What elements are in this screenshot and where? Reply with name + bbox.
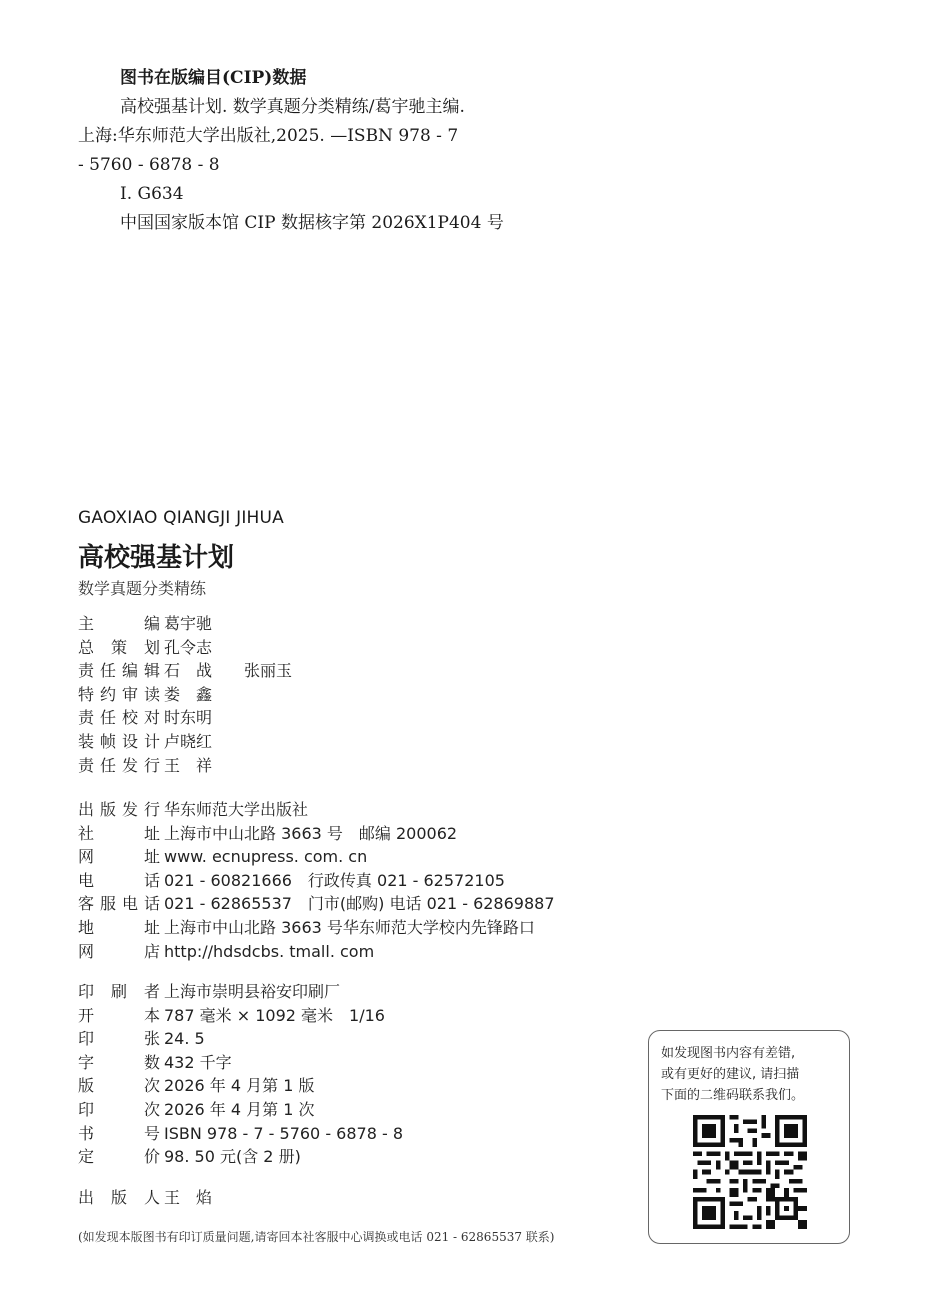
cip-block [78, 64, 638, 238]
printing-row [78, 980, 403, 1004]
qr-feedback-box [648, 1030, 850, 1244]
publisher-row [78, 869, 555, 893]
publisher-row [78, 892, 555, 916]
price-value: 98. 50 元(含 2 册) [164, 1147, 301, 1167]
printing-value: 432 千字 [164, 1052, 232, 1072]
printing-row [78, 1145, 403, 1169]
printing-label: 书 号 [78, 1123, 160, 1143]
printing-row [78, 1027, 403, 1051]
publisher-value: 华东师范大学出版社 [164, 800, 309, 819]
printing-row [78, 1074, 403, 1098]
printing-label: 定 价 [78, 1147, 160, 1167]
printing-row [78, 1122, 403, 1146]
website-link: www. ecnupress. com. cn [164, 847, 368, 867]
publisher-label: 网 店 [78, 941, 160, 961]
shop-link: http://hdsdcbs. tmall. com [164, 941, 375, 961]
cip-line-5: 中国国家版本馆 CIP 数据核字第 2026X1P404 号 [120, 213, 504, 233]
credit-row [78, 612, 292, 636]
publisher-info [78, 798, 555, 963]
printing-label: 印 张 [78, 1029, 160, 1049]
footnote: (如发现本版图书有印订质量问题,请寄回本社客服中心调换或电话 021 - 62865537 联系) [78, 1230, 555, 1244]
credit-row [78, 754, 292, 778]
publisher-value: 021 - 60821666 行政传真 021 - 62572105 [164, 870, 505, 890]
credit-value: 娄 鑫 [164, 684, 213, 704]
printing-label: 字 数 [78, 1052, 160, 1072]
issuer-value: 王 焰 [164, 1188, 213, 1207]
qr-notice-line: 如发现图书内容有差错, [661, 1046, 796, 1061]
book-roman-title: GAOXIAO QIANGJI JIHUA [78, 508, 285, 528]
cip-line-1: 高校强基计划. 数学真题分类精练/葛宇驰主编. [120, 97, 465, 117]
publisher-label: 客 服 电 话 [78, 894, 160, 914]
credit-label: 特 约 审 读 [78, 684, 160, 704]
printing-value: 787 毫米 × 1092 毫米 1/16 [164, 1005, 385, 1025]
staff-credits [78, 612, 292, 777]
printing-value: 上海市崇明县裕安印刷厂 [164, 982, 341, 1001]
credit-label: 责 任 发 行 [78, 755, 160, 775]
printing-row [78, 1051, 403, 1075]
credit-row [78, 730, 292, 754]
qr-code-icon[interactable] [693, 1115, 807, 1229]
credit-label: 总 策 划 [78, 637, 160, 657]
printing-info [78, 980, 403, 1169]
cip-title: 图书在版编目(CIP)数据 [120, 68, 307, 88]
cip-line-2: 上海:华东师范大学出版社,2025. —ISBN 978 - 7 [78, 126, 459, 146]
credit-value: 葛宇驰 [164, 614, 213, 633]
cip-line-3: - 5760 - 6878 - 8 [78, 155, 220, 175]
credit-row [78, 706, 292, 730]
printing-row [78, 1004, 403, 1028]
credit-label: 主 编 [78, 614, 160, 633]
publisher-row [78, 940, 555, 964]
credit-value: 孔令志 [164, 637, 213, 657]
isbn-value: ISBN 978 - 7 - 5760 - 6878 - 8 [164, 1123, 404, 1143]
publisher-label: 社 址 [78, 823, 160, 843]
publisher-value: 上海市中山北路 3663 号 邮编 200062 [164, 823, 458, 843]
qr-notice-line: 或有更好的建议, 请扫描 [661, 1067, 800, 1082]
book-title: 高校强基计划 [78, 543, 235, 573]
publisher-label: 网 址 [78, 847, 160, 867]
printing-value: 2026 年 4 月第 1 版 [164, 1076, 315, 1096]
cip-line-4: Ⅰ. G634 [120, 184, 184, 204]
printing-label: 印 次 [78, 1099, 160, 1119]
publisher-row [78, 845, 555, 869]
credit-value: 时东明 [164, 708, 213, 728]
issuer-label: 出 版 人 [78, 1188, 160, 1207]
printing-label: 版 次 [78, 1076, 160, 1096]
issuer-info [78, 1186, 212, 1210]
credit-label: 责 任 校 对 [78, 708, 160, 728]
publisher-label: 电 话 [78, 870, 160, 890]
publisher-value: 上海市中山北路 3663 号华东师范大学校内先锋路口 [164, 917, 535, 937]
book-subtitle: 数学真题分类精练 [78, 579, 207, 598]
credit-row [78, 683, 292, 707]
qr-notice-line: 下面的二维码联系我们。 [661, 1088, 805, 1103]
credit-row [78, 636, 292, 660]
credit-value: 石 战 张丽玉 [164, 661, 293, 681]
printing-label: 开 本 [78, 1005, 160, 1025]
credit-label: 责 任 编 辑 [78, 661, 160, 681]
issuer-row [78, 1186, 212, 1210]
credit-value: 卢晓红 [164, 731, 213, 751]
credit-label: 装 帧 设 计 [78, 731, 160, 751]
printing-value: 2026 年 4 月第 1 次 [164, 1099, 315, 1119]
publisher-row [78, 822, 555, 846]
printing-value: 24. 5 [164, 1029, 205, 1049]
credit-row [78, 659, 292, 683]
publisher-row [78, 916, 555, 940]
qr-notice-text [661, 1043, 841, 1106]
publisher-value: 021 - 62865537 门市(邮购) 电话 021 - 62869887 [164, 894, 555, 914]
publisher-label: 出 版 发 行 [78, 800, 160, 819]
publisher-row [78, 798, 555, 822]
credit-value: 王 祥 [164, 755, 213, 775]
printing-row [78, 1098, 403, 1122]
publisher-label: 地 址 [78, 917, 160, 937]
printing-label: 印 刷 者 [78, 982, 160, 1001]
